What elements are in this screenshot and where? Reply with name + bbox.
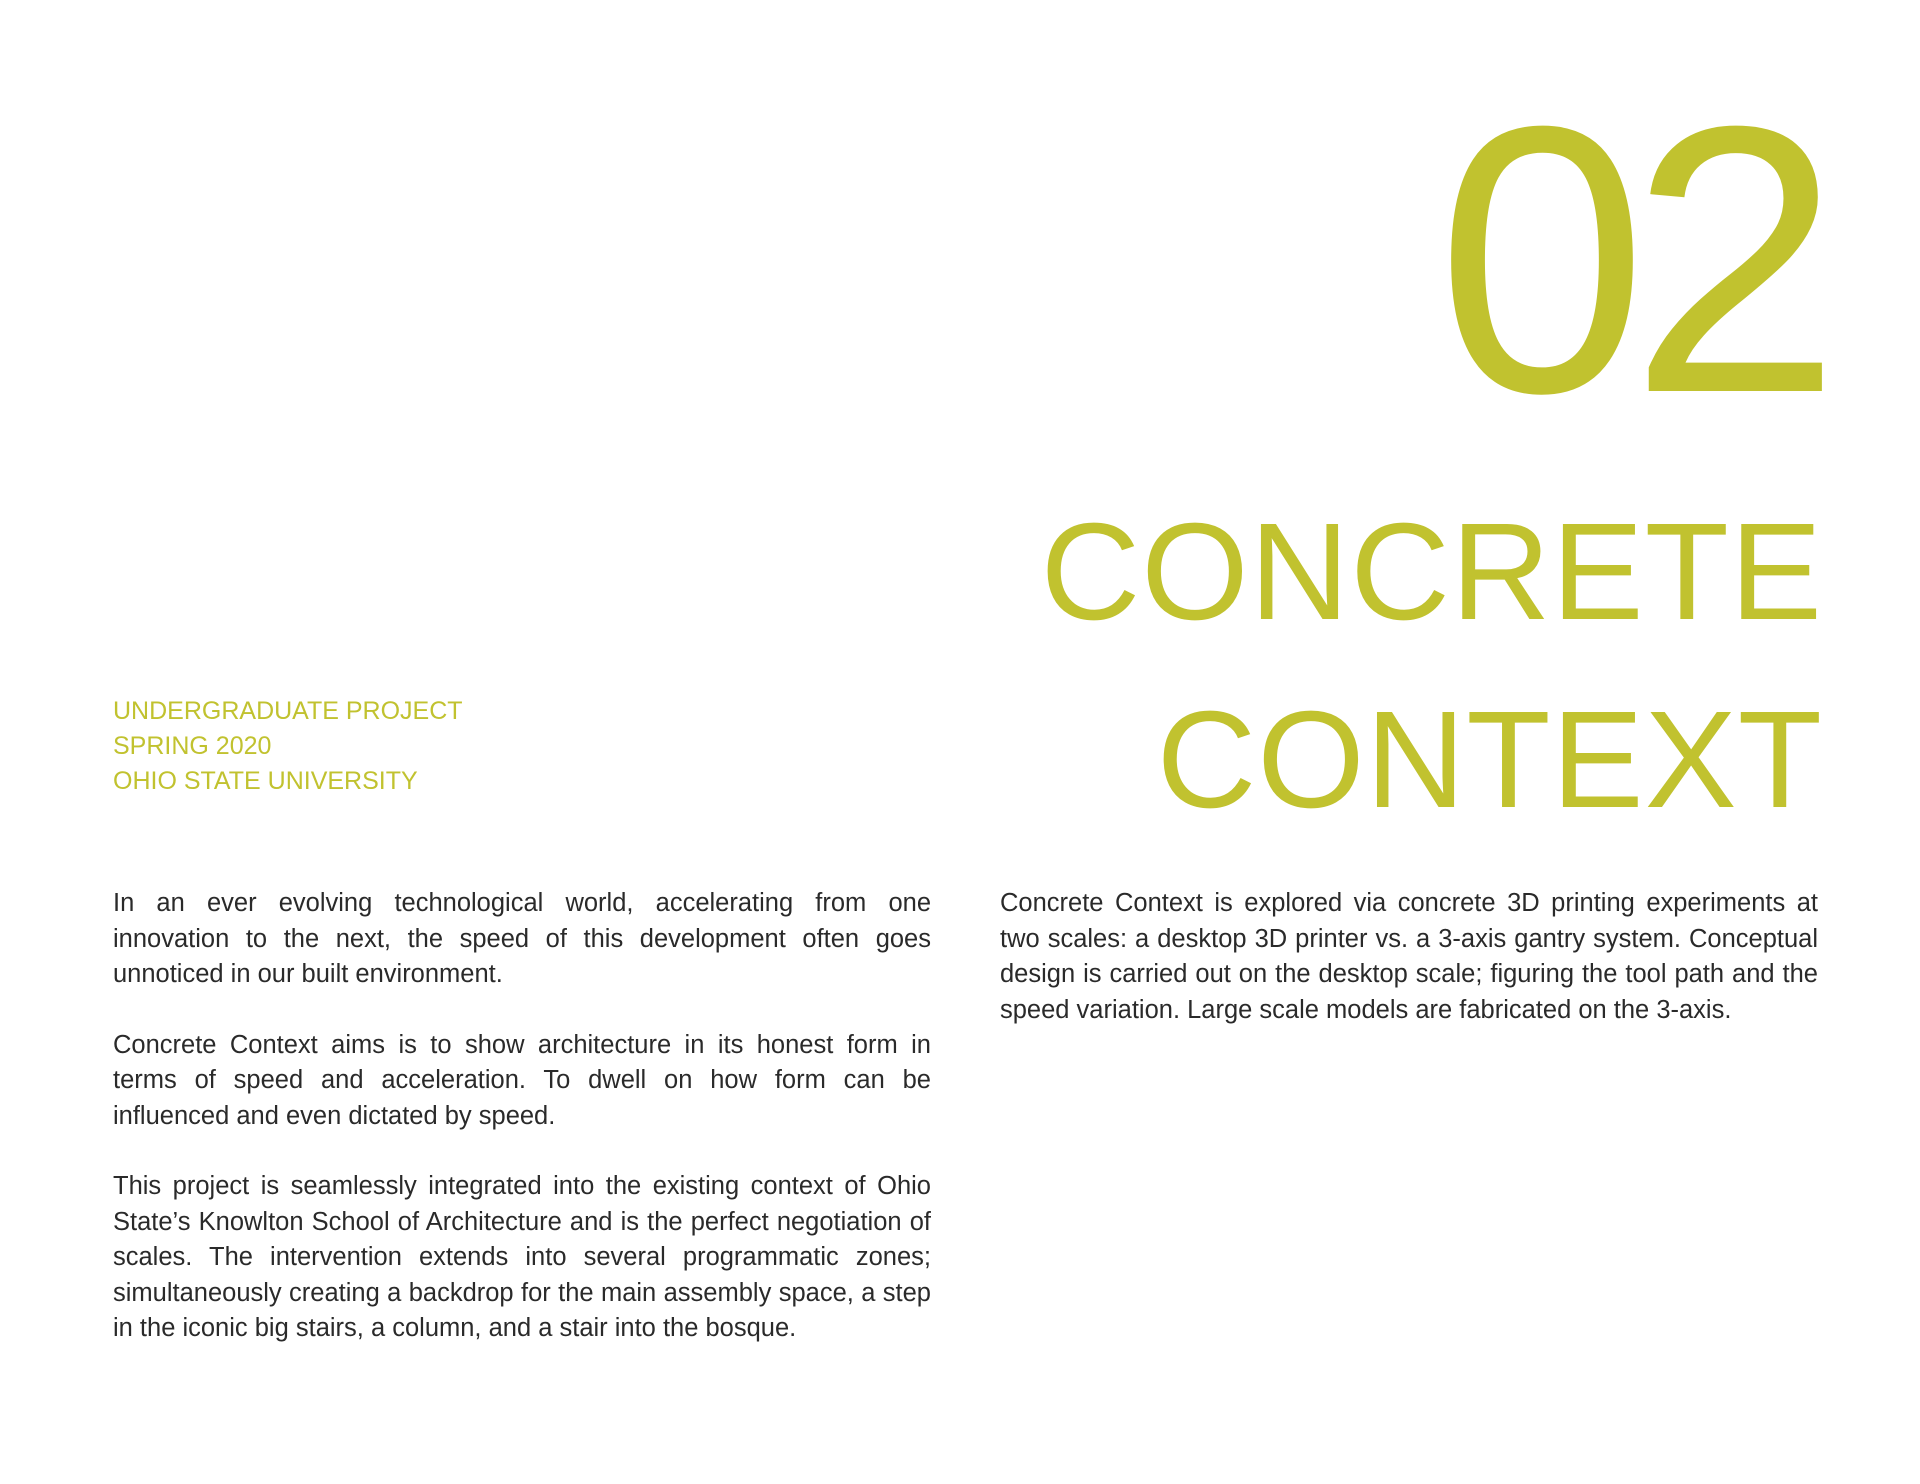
body-paragraph: This project is seamlessly integrated into the existing context of Ohio State’s Knowlton School of Architecture and is the perfect negotiation of scales. The intervention extends into several programmatic zones; simultaneously creating a backdrop for the main assembly space, a step in the iconic big stairs, a column, and a stair into the bosque. xyxy=(113,1172,931,1342)
project-title xyxy=(1041,478,1823,854)
project-meta xyxy=(113,694,463,799)
body-column-left xyxy=(113,886,931,1382)
project-title-line-2: CONTEXT xyxy=(1156,683,1823,837)
project-term: SPRING 2020 xyxy=(113,732,272,760)
project-institution: OHIO STATE UNIVERSITY xyxy=(113,767,418,795)
project-type: UNDERGRADUATE PROJECT xyxy=(113,697,463,725)
body-paragraph: In an ever evolving technological world, accelerating from one innovation to the next, the speed of this development often goes unnoticed in our built environment. xyxy=(113,889,931,988)
project-title-line-1: CONCRETE xyxy=(1040,495,1823,649)
body-paragraph: Concrete Context aims is to show architecture in its honest form in terms of speed and acceleration. To dwell on how form can be influenced and even dictated by speed. xyxy=(113,1030,931,1130)
section-number: 02 xyxy=(1436,47,1823,472)
body-column-right xyxy=(1000,886,1818,1063)
body-paragraph: Concrete Context is explored via concrete 3D printing experiments at two scales: a desktop 3D printer vs. a 3-axis gantry system. Conceptual design is carried out on the desktop scale; figuring the tool path and the speed variation. Large scale models are fabricated on the 3-axis. xyxy=(1000,889,1818,1024)
